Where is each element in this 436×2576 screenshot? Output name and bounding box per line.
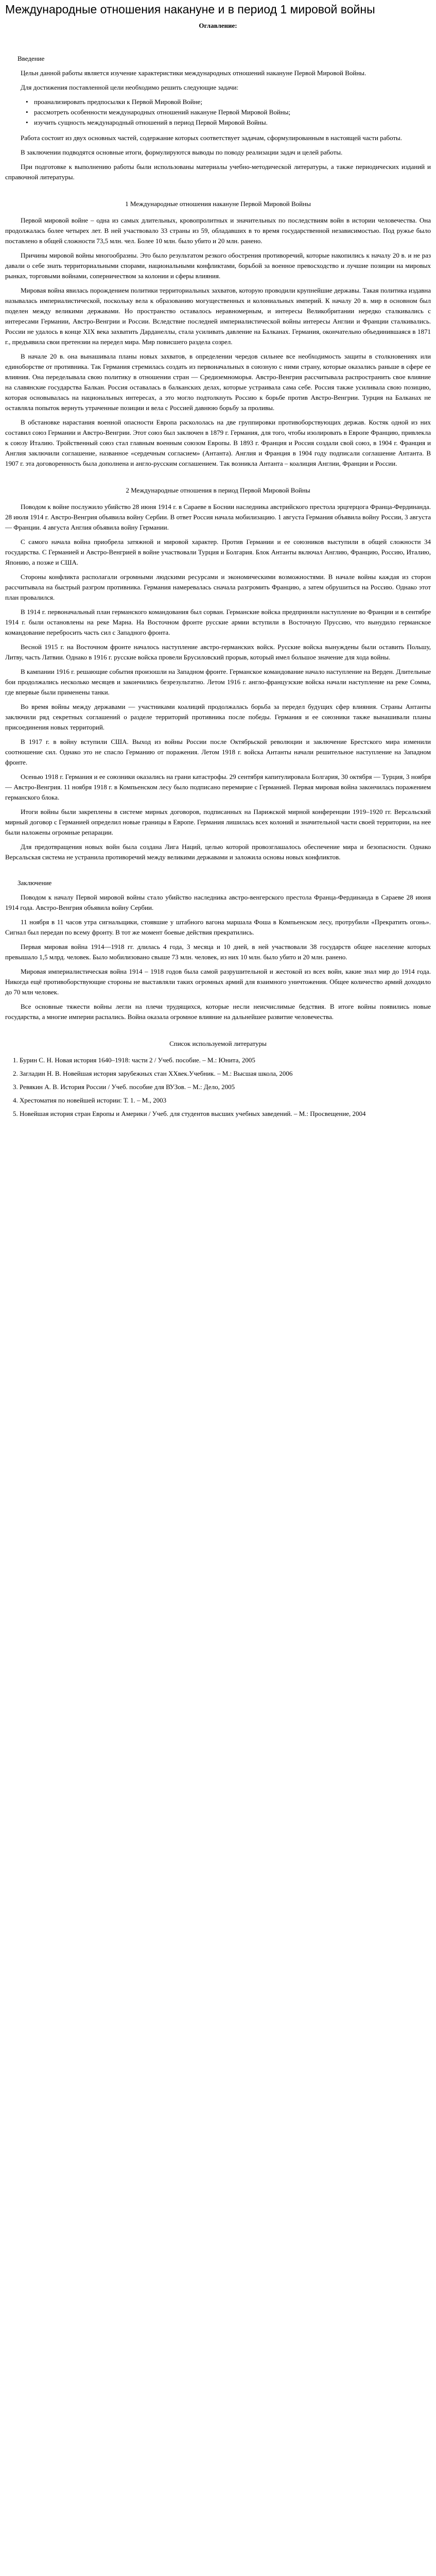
paragraph: Первой мировой войне – одна из самых длительных, кровопролитных и значительных по последствиям войн в истории человечества. Она продолжалась более четырех лет. В ней участвовало 33 страны из 59, обладавших в то время государственной независимостью. Под ружье было поставлено в общей сложности 73,5 млн. чел. Более 10 млн. было убито и 20 млн. ранено. [5,216,431,245]
section2-heading: 2 Международные отношения в период Первой Мировой Войны [126,486,310,494]
reference-item: 1. Бурин С. Н. Новая история 1640–1918: части 2 / Учеб. пособие. – М.: Юнита, 2005 [20,1055,431,1065]
paragraph: Стороны конфликта располагали огромными людскими ресурсами и экономическими возможностями. В начале войны каждая из сторон рассчитывала на быстрый разгром противника. Германия намеревалась сначала разгромить Францию, а затем обрушиться на Россию. Однако этот план провалился. [5,573,431,601]
task-item: • изучить сущность международный отношений в период Первой Мировой Войны. [34,117,431,128]
paragraph: Во время войны между державами — участниками коалиций продолжалась борьба за передел будущих сфер влияния. Страны Антанты заключили ряд секретных соглашений о разделе территорий противника после победы. Германия и ее союзники также вынашивали планы присоединения новых территорий. [5,703,431,731]
intro-section [5,68,431,93]
paragraph: Поводом к войне послужило убийство 28 июня 1914 г. в Сараеве в Боснии наследника австрийского престола эрцгерцога Франца-Фердинанда. 28 июля 1914 г. Австро-Венгрия объявила войну Сербии. В ответ Россия начала мобилизацию. 1 августа Германия объявила войну России, 3 августа — Франции. 4 августа Англия объявила войну Германии. [5,503,431,531]
paragraph: Мировая война явилась порождением политики территориальных захватов, которую проводили крупнейшие державы. Такая политика издавна называлась империалистической, поскольку вела к образованию могущественных и колониальных империй. К началу 20 в. мир в основном был поделен между великими державами. Но пространство оставалось неравномерным, и интересы Великобритании нередко сталкивались с интересами Германии, Австро-Венгрии и России. Вследствие последней империалистической войны интересы Англии и Франции сталкивались. России не удалось в конце XIX века захватить Дарданеллы, стала усиливать давление на Балканах. Германия, окончательно объединившаяся в 1871 г., предъявила свои претензии на передел мира. Мир повисшего раздела созрел. [5,286,431,346]
paragraph: Для предотвращения новых войн была создана Лига Наций, целью которой провозглашалось обеспечение мира и безопасности. Однако Версальская система не устранила противоречий между великими державами и заложила основы новых конфликтов. [5,843,431,861]
paragraph: Для достижения поставленной цели необходимо решить следующие задачи: [21,83,239,91]
reference-item: 4. Хрестоматия по новейшей истории: Т. 1. – М., 2003 [20,1095,431,1106]
paragraph: Первая мировая война 1914—1918 гг. длилась 4 года, 3 месяца и 10 дней, в ней участвовали 38 государств общее население которых превышало 1,5 млрд. человек. Было мобилизовано свыше 73 млн. человек, из них 10 млн. было убито и 20 млн. ранено. [5,943,431,961]
paragraph: Работа состоит из двух основных частей, содержание которых соответствует задачам, сформулированным в настоящей части работы. [21,134,403,142]
references-list [5,1055,431,1119]
reference-item: 5. Новейшая история стран Европы и Америки / Учеб. для студентов высших учебных заведений. – М.: Просвещение, 2004 [20,1109,431,1119]
reference-item: 3. Ревякин А. В. История России / Учеб. пособие для ВУЗов. – М.: Дело, 2005 [20,1082,431,1092]
intro-heading: Введение [18,55,45,62]
paragraph: При подготовке к выполнению работы были использованы материалы учебно-методической литературы, а также периодических изданий и справочной литературы. [5,163,431,181]
paragraph: Цельн данной работы является изучение характеристики международных отношений накануне Первой Мировой Войны. [21,69,367,77]
section1-heading: 1 Международные отношения накануне Первой Мировой Войны [125,200,311,208]
paragraph: Мировая империалистическая война 1914 – 1918 годов была самой разрушительной и жестокой из всех войн, какие знал мир до 1914 года. Никогда ещё противоборствующие стороны не выставляли таких огромных армий для взаимного уничтожения. Общее количество армий доходило до 70 млн человек. [5,968,431,996]
paragraph: В 1914 г. первоначальный план германского командования был сорван. Германские войска предприняли наступление во Франции и в сентябре 1914 г. были остановлены на реке Марна. На Восточном фронте русские армии вступили в Восточную Пруссию, что вынудило германское командование перебросить часть сил с Западного фронта. [5,608,431,636]
paragraph: Весной 1915 г. на Восточном фронте началось наступление австро-германских войск. Русские войска вынуждены были оставить Польшу, Литву, часть Латвии. Однако в 1916 г. русские войска провели Брусиловский прорыв, который имел большое значение для хода войны. [5,643,431,661]
paragraph: Причины мировой войны многообразны. Это было результатом резкого обострения противоречий, которые накопились к началу 20 в. и не раз давали о себе знать территориальными спорами, национальными конфликтами, борьбой за военное превосходство и лучшие позиции на мировых рынках, торговыми войнами, соперничеством за колонии и сферы влияния. [5,251,431,280]
paragraph: В 1917 г. в войну вступили США. Выход из войны России после Октябрьской революции и заключение Брестского мира изменили соотношение сил. Однако это не спасло Германию от поражения. Летом 1918 г. войска Антанты начали решительное наступление на Западном фронте. [5,738,431,766]
toc-heading: Оглавление: [199,22,237,29]
paragraph: В заключении подводятся основные итоги, формулируются выводы по поводу реализации задач и целей работы. [21,148,343,156]
page-title: Международные отношения накануне и в период 1 мировой войны [5,3,375,16]
paragraph: В обстановке нарастания военной опасности Европа раскололась на две группировки противоборствующих держав. Костяк одной из них составил союз Германии и Австро-Венгрии. Этот союз был заключен в 1879 г. Германия, для того, чтобы изолировать в Европе Францию, привлекла к союзу Италию. Тройственный союз стал главным военным союзом Европы. В 1893 г. Франция и Россия создали свой союз, в 1904 г. Франция и Англия заключили соглашение, названное «сердечным согласием» (Антанта). Англия и Франция в 1904 году подписали соглашение Антанта. В 1907 г. эта договоренность была дополнена и англо-русским соглашением. Так возникла Антанта – коалиция Англии, Франции и России. [5,418,431,467]
paragraph: С самого начала война приобрела затяжной и мировой характер. Против Германии и ее союзников выступили в общей сложности 34 государства. С Германией и Австро-Венгрией в войне участвовали Турция и Болгария. Блок Антанты включал Англию, Францию, Россию, Италию, Японию, а позже и США. [5,538,431,566]
paragraph: Все основные тяжести войны легли на плечи трудящихся, которые несли неисчислимые бедствия. В итоге войны появились новые государства, а многие империи распались. Война оказала огромное влияние на дальнейшее развитие человечества. [5,1003,431,1021]
paragraph: Осенью 1918 г. Германия и ее союзники оказались на грани катастрофы. 29 сентября капитулировала Болгария, 30 октября — Турция, 3 ноября — Австро-Венгрия. 11 ноября 1918 г. в Компьенском лесу было подписано перемирие с Германией. Первая мировая война закончилась поражением германского блока. [5,773,431,801]
section2-body [5,502,431,862]
intro-after-section [5,133,431,182]
reference-item: 2. Загладин Н. В. Новейшая история зарубежных стан ХХвек.Учебник. – М.: Высшая школа, 2006 [20,1069,431,1079]
paragraph: Поводом к началу Первой мировой войны стало убийство наследника австро-венгерского престола Франца-Фердинанда в Сараеве 28 июня 1914 года. Австро-Венгрия объявила войну Сербии. [5,893,431,911]
paragraph: 11 ноября в 11 часов утра сигнальщики, стоявшие у штабного вагона маршала Фоша в Компьенском лесу, протрубили «Прекратить огонь». Сигнал был передан по всему фронту. В тот же момент боевые действия прекратились. [5,918,431,936]
task-item: • рассмотреть особенности международных отношений накануне Первой Мировой Войны; [34,107,431,117]
paragraph: В начале 20 в. она вынашивала планы новых захватов, в определении чередов сильнее все необходимость защиты в столкновениях или единоборстве от противника. Так Германия стремилась создать из первоначальных в союзную с ними страну, которые оказались раньше в сфере ее влияния. Она переделывала свою политику в отношении стран — Средиземноморья. Австро-Венгрия рассчитывала распространить свое влияние на славянские государства Балкан. Россия оставалась в балканских делах, которые устраивала сама себе. Россия также усиливала свою позицию, которая основывалась на национальных интересах, а это могло подтолкнуть Россию к борьбе против Австро-Венгрии. Турция на Балканах не оставляла попыток вернуть утраченные позиции и вела с Россией давнюю борьбу за проливы. [5,352,431,412]
task-item: • проанализировать предпосылки к Первой Мировой Войне; [34,97,431,107]
paragraph: В кампании 1916 г. решающие события произошли на Западном фронте. Германское командование начало наступление на Верден. Длительные бои продолжались несколько месяцев и закончились безрезультатно. Летом 1916 г. англо-французские войска начали наступление на реке Сомма, где впервые были применены танки. [5,668,431,696]
paragraph: Итоги войны были закреплены в системе мирных договоров, подписанных на Парижской мирной конференции 1919–1920 гг. Версальский мирный договор с Германией определил новые границы в Европе. Германия лишилась всех колоний и значительной части своей территории, на нее были наложены огромные репарации. [5,808,431,836]
section1-body [5,215,431,469]
conclusion-heading: Заключение [18,879,52,887]
refs-heading: Список используемой литературы [169,1040,267,1047]
tasks-list [5,97,431,128]
conclusion-body [5,892,431,1022]
document [0,0,436,1119]
